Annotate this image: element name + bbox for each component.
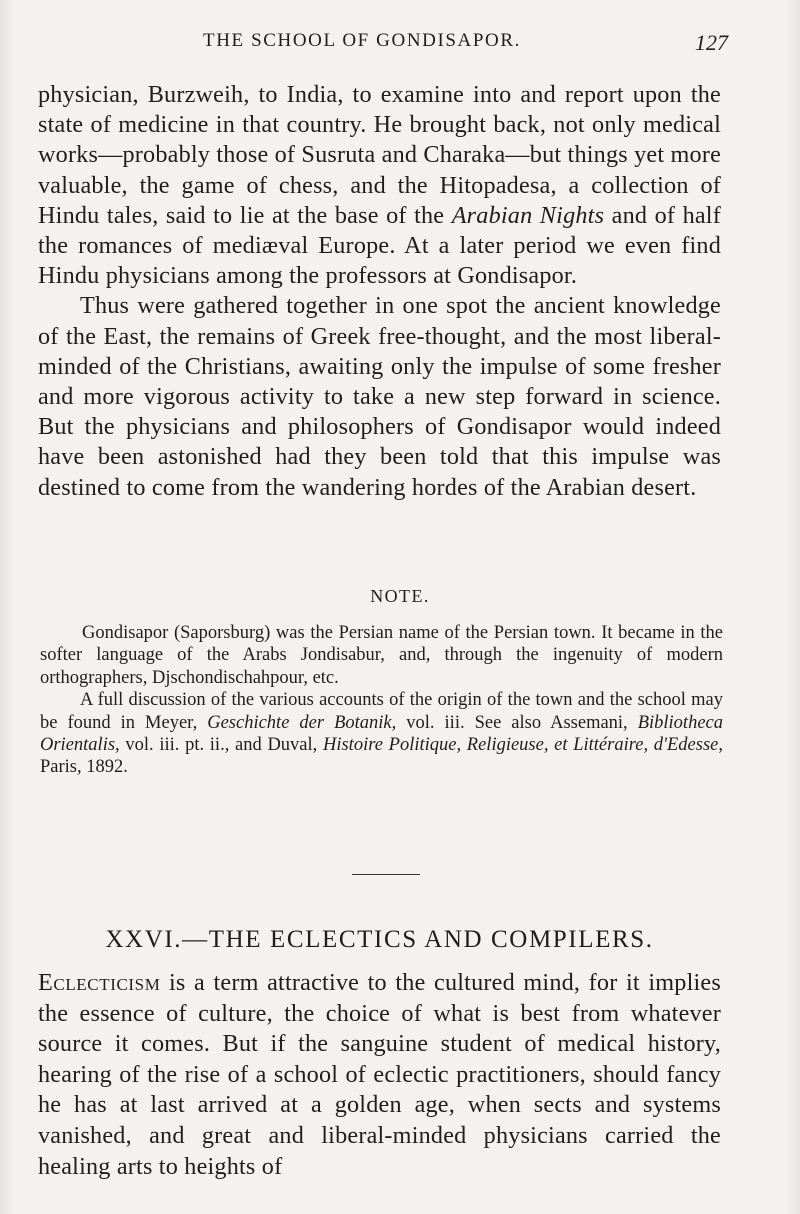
chapter-paragraph-text: is a term attractive to the cultured mind, for it implies the essence of culture, the choice of what is best from whatever source it comes. But if the sanguine student of medical history, hearing of the rise of a school of eclectic practitioners, should fancy he has at last arrived at a golden age, when sects and systems vanished, and great and liberal-minded physicians carried the healing arts to heights of: [38, 969, 721, 1180]
paragraph-2: Thus were gathered together in one spot the ancient knowledge of the East, the remains of Greek free-thought, and the most liberal-minded of the Christians, awaiting only the impulse of some fresher and more vigorous activity to take a new step forward in science. But the physicians and philosophers of Gondisapor would indeed have been astonished had they been told that this impulse was destined to come from the wandering hordes of the Arabian desert.: [38, 292, 721, 501]
paragraph-1: [38, 80, 721, 291]
citation-geschichte: Geschichte der Botanik: [207, 712, 392, 733]
paragraph-1-text-a: physician, Burzweih, to India, to examine into and report upon the state of medicine in that country. He brought back, not only medical works—probably those of Susruta and Charaka—but things yet more valuable, the game of chess, and the Hitopadesa, a collection of Hindu tales, said to lie at the base of the: [38, 81, 722, 229]
page-number: 127: [695, 30, 728, 55]
note-paragraph-1: Gondisapor (Saporsburg) was the Persian name of the Persian town. It became in the softer language of the Arabs Jondisabur, and, through the ingenuity of modern orthographers, Djschondischahpour, etc.: [40, 623, 723, 688]
chapter-opening: [38, 968, 721, 1182]
note-text-e: , vol. iii. pt. ii., and Duval,: [115, 735, 323, 756]
section-divider: [352, 874, 420, 875]
chapter-title: XXVI.—THE ECLECTICS AND COMPILERS.: [105, 926, 654, 953]
note-heading: NOTE.: [370, 586, 430, 606]
running-head: THE SCHOOL OF GONDISAPOR.: [203, 30, 521, 51]
arabian-nights-title: Arabian Nights: [451, 201, 605, 229]
note-text-c: , vol. iii. See also Assemani,: [391, 712, 638, 733]
note-text-a: A full discussion of the various accounts of the origin of the town and the school may be found in Meyer,: [40, 690, 723, 733]
lead-word: Eclecticism: [38, 969, 161, 996]
page-header: [38, 30, 728, 60]
citation-bibliotheca: Bibliotheca Orientalis: [40, 712, 723, 756]
note-paragraph-2: [40, 689, 723, 779]
body-text: [38, 80, 721, 503]
note-text-g: , Paris, 1892.: [40, 735, 723, 778]
paragraph-1-text-c: and of half the romances of mediæval Europe. At a later period we even find Hindu physicians among the professors at Gondisapor.: [38, 201, 721, 290]
citation-histoire: Histoire Politique, Religieuse, et Littéraire, d'Edesse: [322, 735, 719, 756]
note-section: [40, 622, 723, 779]
chapter-paragraph-1: [38, 968, 721, 1182]
